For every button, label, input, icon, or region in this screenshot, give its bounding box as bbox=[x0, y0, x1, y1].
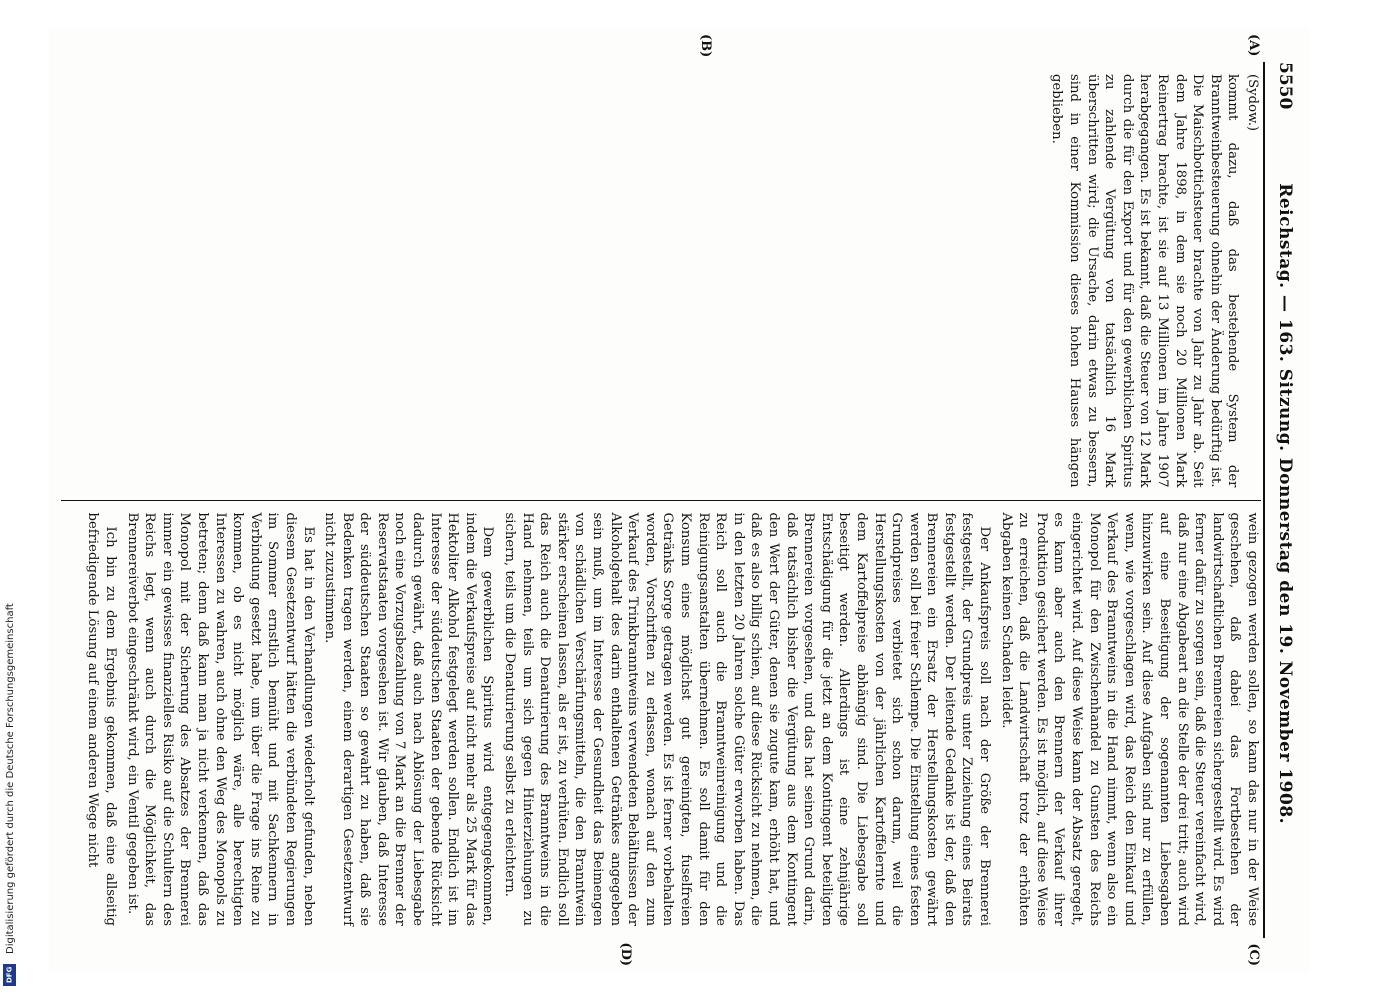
page-title: Reichstag. — 163. Sitzung. Donnerstag den 19. November 1908. bbox=[1275, 183, 1295, 825]
page-number: 5550 bbox=[1275, 62, 1295, 110]
paragraph: Der Ankaufspreis soll nach der Größe der Brennerei festgestellt, der Grundpreis unter Zuziehung eines Beirats festgestellt werden. Der leitende Gedanke ist der, daß den Brennereien ein Ersatz der Herstellungskosten gewährt werden soll bei freier Schlempe. Die Einstellung eines festen Grundpreises verbietet sich schon darum, weil die Herstellungskosten von der jährlichen Kartoffelernte und dem Kartoffelpreise abhängig sind. Die Liebesgabe soll beseitigt werden. Allerdings ist eine zehnjährige Entschädigung für die jetzt an dem Kontingent beteiligten Brennereien vorgesehen, und das hat seinen Grund darin, daß tatsächlich bisher die Vergütung aus dem Kontingent den Wert der Güter, denen sie zugute kam, erhöht hat, und daß es also billig schien, auf diese Rücksicht zu nehmen, die in den letzten 20 Jahren solche Güter erworben haben. Das Reich soll auch die Branntweinreinigung und die Reinigungsanstalten übernehmen. Es soll damit für den Konsum eines möglichst gut gereinigten, fuselfreien Getränks Sorge getragen werden. Es ist ferner vorbehalten worden, Vorschriften zu erlassen, wonach auf den zum Verkauf des Trinkbranntweins verwendeten Behältnissen der Alkoholgehalt des darin enthaltenen Getränkes angegeben sein muß, um im Interesse der Gesundheit das Beimengen von schädlichen Verschärfungsmitteln, die den Branntwein stärker erscheinen lassen, als er ist, zu verhüten. Endlich soll das Reich auch die Denaturierung des Branntweins in die Hand nehmen, teils um sich gegen Hinterziehungen zu sichern, teils um die Denaturierung selbst zu erleichtern. bbox=[502, 512, 993, 926]
dfg-logo: DFG bbox=[3, 964, 16, 986]
left-column bbox=[61, 34, 1261, 500]
paragraph: kommt dazu, daß das bestehende System der Branntweinbesteuerung ohnehin der Änderung bedürftig ist. Die Maischbottichsteuer brachte von Jahr zu Jahr ab. Seit dem Jahre 1898, in dem sie noch 20 Millionen Mark Reinertrag brachte, ist sie auf 13 Millionen im Jahre 1907 herabgegangen. Es ist bekannt, daß die Steuer von 12 Mark durch die für den Export und für den gewerblichen Spiritus zu zahlende Vergütung von tatsächlich 16 Mark überschritten wird; die Ursache, darin etwas zu bessern, sind in einer Kommission dieses hohen Hauses hängen geblieben. bbox=[1049, 74, 1241, 488]
page-header bbox=[1263, 62, 1295, 938]
paragraph: wein gezogen werden sollen, so kann das nur in der Weise geschehen, daß dabei das Fortbestehen der landwirtschaftlichen Brennereien sichergestellt wird. Es wird ferner dafür zu sorgen sein, daß die Steuer vereinfacht wird, daß nur eine Abgabeart an die Stelle der drei tritt; auch wird auf eine Beseitigung der sogenannten Liebesgaben hinzuwirken sein. Auf diese Aufgaben sind nur zu erfüllen, wenn, wie vorgeschlagen wird, das Reich den Einkauf und Verkauf des Branntweins in die Hand nimmt, wenn also ein Monopol für den Zwischenhandel zu Gunsten des Reichs eingerichtet wird. Auf diese Weise kann der Absatz geregelt, es kann aber auch den Brennern der Verkauf ihrer Produktion gesichert werden. Es ist möglich, auf diese Weise zu erreichen, daß die Landwirtschaft trotz der erhöhten Abgaben keinen Schaden leidet. bbox=[998, 512, 1260, 927]
digitization-note-text: Digitalisierung gefördert durch die Deutsche Forschungsgemeinschaft bbox=[5, 603, 16, 954]
right-column bbox=[61, 500, 1261, 966]
margin-marker-c: (C) bbox=[1246, 943, 1261, 966]
paragraph: Es hat in den Verhandlungen wiederholt gefunden, neben diesem Gesetzentwurf hätten die verbündeten Regierungen im Sommer ernstlich bemüht und mit Sachkennern in Verbindung gesetzt habe, um über die Frage ins Reine zu kommen, ob es nicht möglich wäre, alle berechtigten Interessen zu wahren, auch ohne den Weg des Monopols zu betreten; denn daß kann man ja nicht verkennen, daß das Monopol mit der Sicherung des Absatzes der Brennerei immer ein gewisses finanzielles Risiko auf die Schultern des Reichs legt, wenn auch durch die Möglichkeit, das Brennereiverbot eingeschränkt wird, ein Ventil gegeben ist. bbox=[124, 512, 316, 926]
margin-marker-a: (A) bbox=[1246, 34, 1261, 57]
margin-marker-d: (D) bbox=[618, 942, 633, 966]
paragraph: Ich bin zu dem Ergebnis gekommen, daß eine allseitig befriedigende Lösung auf einem anderen Wege nicht bbox=[85, 512, 118, 926]
digitization-note bbox=[0, 0, 18, 994]
paragraph: Dem gewerblichen Spiritus wird entgegengekommen, indem die Verkaufspreise auf nicht mehr als 25 Mark für das Hektoliter Alkohol festgelegt werden sollen. Endlich ist im Interesse der süddeutschen Staaten der gebende Rücksicht dadurch gewährt, daß auch nach Ablösung der Liebesgabe noch eine Vorzugsbezahlung von 7 Mark an die Brenner der Reservatstaaten vorgesehen ist. Wir glauben, daß Interesse der süddeutschen Staaten so gewahrt zu haben, daß sie Bedenken tragen werden, einem derartigen Gesetzentwurf nicht zuzustimmen. bbox=[322, 512, 496, 926]
speaker-label: (Sydow.) bbox=[1245, 74, 1260, 132]
text-columns bbox=[61, 34, 1261, 966]
newspaper-page bbox=[49, 28, 1309, 972]
margin-marker-b: (B) bbox=[698, 34, 713, 58]
